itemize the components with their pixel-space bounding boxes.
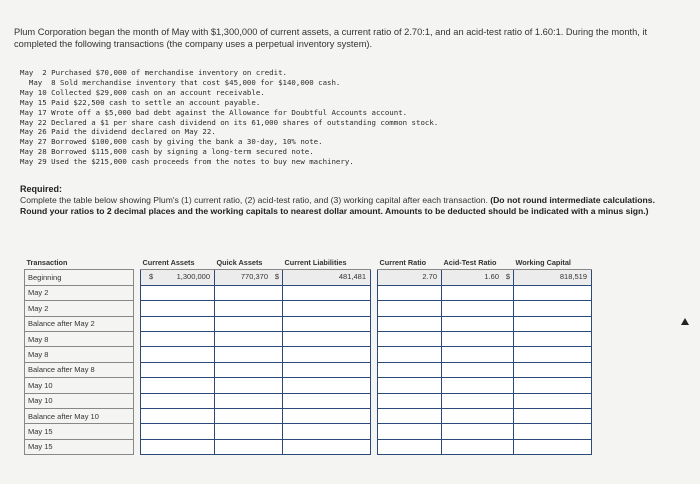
acid-test-ratio-input[interactable] (442, 378, 514, 393)
working-capital-input[interactable] (514, 424, 592, 439)
quick-assets-input[interactable] (215, 408, 283, 423)
current-ratio-input[interactable] (378, 301, 442, 316)
beginning-quick-assets (215, 270, 283, 285)
working-capital-input[interactable] (514, 316, 592, 331)
table-row (25, 408, 592, 423)
required-instructions (20, 195, 660, 217)
row-label: May 15 (25, 439, 134, 454)
header-working-capital: Working Capital (514, 255, 592, 270)
problem-intro: Plum Corporation began the month of May with $1,300,000 of current assets, a current ratio of 2.70:1, and an acid-test ratio of 1.60:1. During the month, it completed the following transactions (the company uses a perpetual inventory system). (14, 27, 648, 49)
working-capital-input[interactable] (514, 378, 592, 393)
acid-test-ratio-input[interactable] (442, 331, 514, 346)
current-ratio-input[interactable] (378, 408, 442, 423)
row-label: May 10 (25, 378, 134, 393)
acid-test-ratio-input[interactable] (442, 408, 514, 423)
current-assets-input[interactable] (141, 378, 215, 393)
row-label: May 10 (25, 393, 134, 408)
quick-assets-input[interactable] (215, 347, 283, 362)
quick-assets-input[interactable] (215, 316, 283, 331)
current-liabilities-input[interactable] (283, 316, 371, 331)
working-capital-input[interactable] (514, 331, 592, 346)
transaction-line: May 17 Wrote off a $5,000 bad debt against the Allowance for Doubtful Accounts account. (20, 107, 408, 117)
row-label: Balance after May 2 (25, 316, 134, 331)
acid-test-ratio-input[interactable] (442, 439, 514, 454)
row-label: Balance after May 10 (25, 408, 134, 423)
current-ratio-value: 2.70 (422, 272, 437, 282)
table-row (25, 316, 592, 331)
current-liabilities-input[interactable] (283, 393, 371, 408)
current-ratio-input[interactable] (378, 393, 442, 408)
table-row (25, 362, 592, 377)
acid-test-ratio-input[interactable] (442, 301, 514, 316)
beginning-working-capital (514, 270, 592, 285)
beginning-current-assets (141, 270, 215, 285)
current-assets-input[interactable] (141, 301, 215, 316)
current-ratio-input[interactable] (378, 285, 442, 300)
current-liabilities-input[interactable] (283, 408, 371, 423)
current-ratio-input[interactable] (378, 378, 442, 393)
acid-test-ratio-input[interactable] (442, 424, 514, 439)
currency-symbol: $ (149, 272, 154, 282)
current-liabilities-input[interactable] (283, 439, 371, 454)
row-label: May 15 (25, 424, 134, 439)
quick-assets-input[interactable] (215, 393, 283, 408)
current-assets-input[interactable] (141, 331, 215, 346)
header-transaction: Transaction (25, 255, 134, 270)
beginning-current-ratio (378, 270, 442, 285)
current-ratio-input[interactable] (378, 362, 442, 377)
working-capital-input[interactable] (514, 439, 592, 454)
acid-test-ratio-input[interactable] (442, 285, 514, 300)
working-capital-input[interactable] (514, 347, 592, 362)
transaction-line: May 26 Paid the dividend declared on May 22. (20, 127, 216, 137)
table-row (25, 285, 592, 300)
current-assets-value: 1,300,000 (176, 272, 210, 282)
table-row (25, 424, 592, 439)
current-ratio-input[interactable] (378, 347, 442, 362)
current-assets-input[interactable] (141, 362, 215, 377)
working-capital-value: 818,519 (559, 272, 587, 282)
table-row (25, 378, 592, 393)
transaction-line: May 10 Collected $29,000 cash on an account receivable. (20, 87, 265, 97)
table-row (25, 301, 592, 316)
beginning-current-liabilities (283, 270, 371, 285)
working-capital-input[interactable] (514, 285, 592, 300)
acid-test-ratio-input[interactable] (442, 347, 514, 362)
row-label: May 8 (25, 347, 134, 362)
row-label: May 2 (25, 301, 134, 316)
required-heading: Required: (20, 184, 63, 194)
transaction-line: May 22 Declared a $1 per share cash dividend on its 61,000 shares of outstanding common stock. (20, 117, 439, 127)
current-assets-input[interactable] (141, 439, 215, 454)
current-liabilities-input[interactable] (283, 378, 371, 393)
current-liabilities-input[interactable] (283, 285, 371, 300)
header-current-liabilities: Current Liabilities (283, 255, 371, 270)
current-ratio-input[interactable] (378, 331, 442, 346)
row-label: May 2 (25, 285, 134, 300)
header-acid-test-ratio: Acid-Test Ratio (442, 255, 514, 270)
current-assets-input[interactable] (141, 316, 215, 331)
row-label: May 8 (25, 331, 134, 346)
current-liabilities-input[interactable] (283, 301, 371, 316)
required-text: Complete the table below showing Plum's (1) current ratio, (2) acid-test ratio, and (3) working capital after each transaction. (20, 195, 488, 205)
table-row (25, 331, 592, 346)
currency-symbol: $ (505, 272, 510, 282)
header-current-assets: Current Assets (141, 255, 215, 270)
transaction-line: May 29 Used the $215,000 cash proceeds from the notes to buy new machinery. (20, 157, 354, 167)
current-assets-input[interactable] (141, 408, 215, 423)
current-liabilities-input[interactable] (283, 347, 371, 362)
current-assets-input[interactable] (141, 393, 215, 408)
quick-assets-input[interactable] (215, 331, 283, 346)
transaction-line: May 8 Sold merchandise inventory that cost $45,000 for $140,000 cash. (20, 77, 341, 87)
table-row-beginning (25, 270, 592, 285)
current-ratio-input[interactable] (378, 424, 442, 439)
header-current-ratio: Current Ratio (378, 255, 442, 270)
transaction-line: May 27 Borrowed $100,000 cash by giving the bank a 30-day, 10% note. (20, 137, 323, 147)
ratio-table (24, 255, 592, 455)
current-liabilities-input[interactable] (283, 362, 371, 377)
current-liabilities-input[interactable] (283, 424, 371, 439)
quick-assets-input[interactable] (215, 362, 283, 377)
transaction-line: May 28 Borrowed $115,000 cash by signing a long-term secured note. (20, 147, 314, 157)
acid-test-ratio-input[interactable] (442, 362, 514, 377)
working-capital-input[interactable] (514, 393, 592, 408)
quick-assets-input[interactable] (215, 285, 283, 300)
quick-assets-input[interactable] (215, 439, 283, 454)
table-row (25, 347, 592, 362)
current-liabilities-value: 481,481 (338, 272, 366, 282)
transaction-line: May 15 Paid $22,500 cash to settle an account payable. (20, 97, 261, 107)
table-row (25, 439, 592, 454)
header-quick-assets: Quick Assets (215, 255, 283, 270)
working-capital-input[interactable] (514, 301, 592, 316)
quick-assets-input[interactable] (215, 378, 283, 393)
transaction-line: May 2 Purchased $70,000 of merchandise inventory on credit. (20, 68, 287, 77)
current-assets-input[interactable] (141, 347, 215, 362)
acid-test-ratio-value: 1.60 (484, 272, 499, 282)
required-bold-text: (Do not round intermediate calculations. Round your ratios to 2 decimal places and the working capitals to nearest dollar amount. Amounts to be deducted should be indicated with a minus sign.) (20, 195, 655, 216)
quick-assets-value: 770,370 (240, 272, 268, 282)
current-liabilities-input[interactable] (283, 331, 371, 346)
current-assets-input[interactable] (141, 285, 215, 300)
currency-symbol: $ (274, 272, 279, 282)
acid-test-ratio-input[interactable] (442, 316, 514, 331)
row-label: Beginning (25, 270, 134, 285)
quick-assets-input[interactable] (215, 301, 283, 316)
row-label: Balance after May 8 (25, 362, 134, 377)
quick-assets-input[interactable] (215, 424, 283, 439)
current-ratio-input[interactable] (378, 439, 442, 454)
mouse-cursor (681, 318, 689, 325)
current-assets-input[interactable] (141, 424, 215, 439)
beginning-acid-test-ratio (442, 270, 514, 285)
acid-test-ratio-input[interactable] (442, 393, 514, 408)
current-ratio-input[interactable] (378, 316, 442, 331)
transaction-list (20, 68, 620, 167)
working-capital-input[interactable] (514, 362, 592, 377)
working-capital-input[interactable] (514, 408, 592, 423)
table-row (25, 393, 592, 408)
